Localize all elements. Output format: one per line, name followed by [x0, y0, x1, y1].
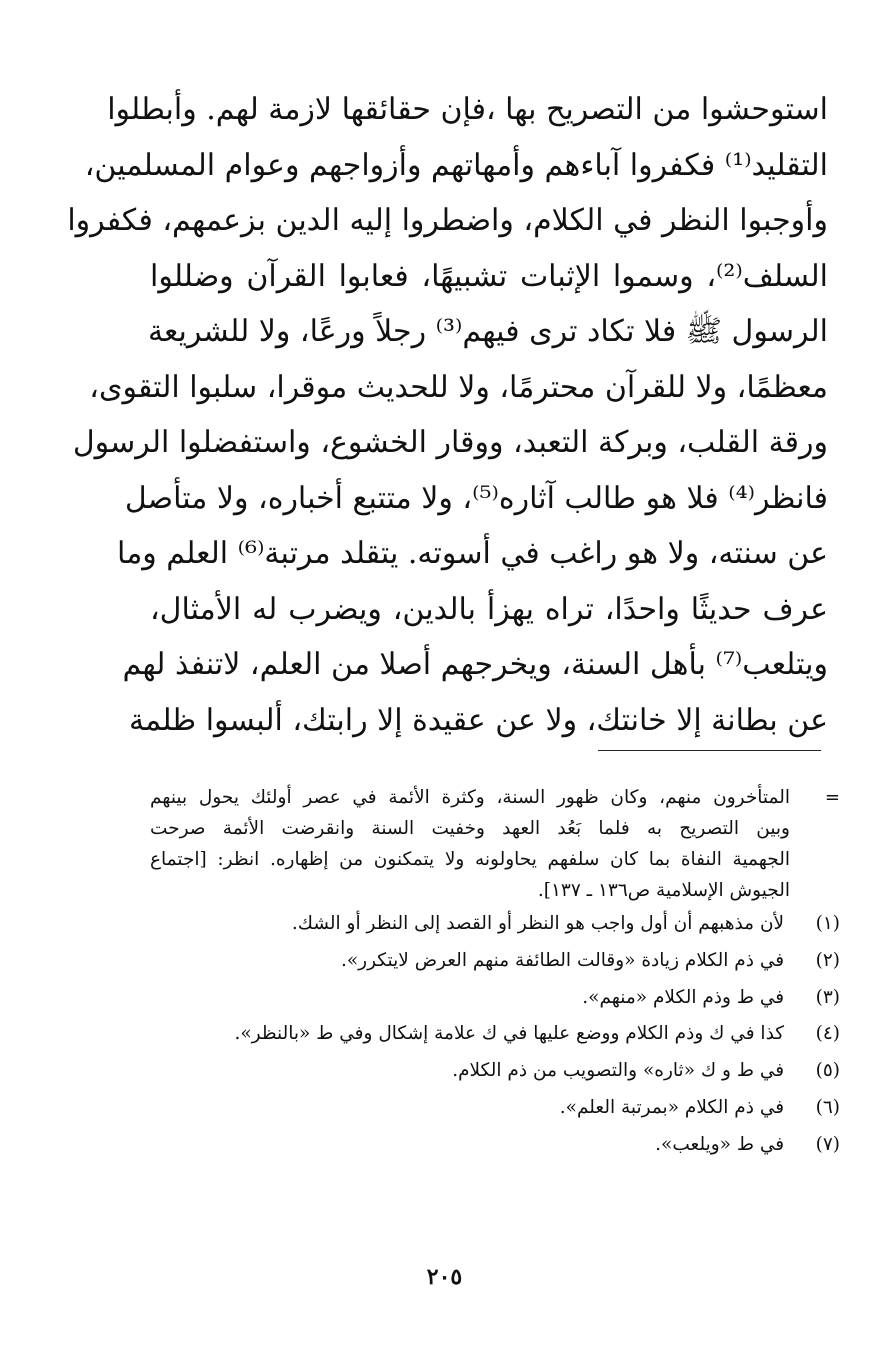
continuation-mark: = [824, 787, 840, 808]
continuation-line: الجيوش الإسلامية ص١٣٦ ـ ١٣٧]. [537, 880, 790, 901]
footnote-number: (٥) [815, 1060, 840, 1082]
footnote-text: في ط و ك «ثاره» والتصويب من ذم الكلام. [452, 1060, 785, 1082]
footnote-number: (٣) [815, 986, 840, 1008]
body-line: ويتلعب⁽⁷⁾ بأهل السنة، ويخرجهم أصلا من العلم، لاتنفذ لهم [122, 647, 828, 682]
footnote-item [150, 1016, 840, 1053]
footnote-text: في ط وذم الكلام «منهم». [582, 986, 785, 1008]
footnote-number: (٦) [815, 1096, 840, 1118]
footnote-item [150, 1090, 840, 1127]
footnote-separator [598, 750, 821, 751]
footnote-item [150, 1127, 840, 1164]
footnote-text: كذا في ك وذم الكلام ووضع عليها في ك علامة إشكال وفي ط «بالنظر». [234, 1023, 785, 1045]
body-line: ورقة القلب، وبركة التعبد، ووقار الخشوع، واستفضلوا الرسول [72, 425, 828, 460]
continuation-line: الجهمية النفاة بما كان سلفهم يحاولونه ولا يتمكنون من إظهاره. انظر: [اجتماع [150, 849, 790, 870]
footnote-number: (٢) [815, 949, 840, 971]
body-line: عرف حديثًا واحدًا، تراه يهزأ بالدين، ويضرب له الأمثال، [150, 591, 828, 627]
footnote-text: لأن مذهبهم أن أول واجب هو النظر أو القصد إلى النظر أو الشك. [291, 913, 785, 934]
body-line: عن بطانة إلا خانتك، ولا عن عقيدة إلا رابتك، ألبسوا ظلمة [128, 702, 828, 738]
footnote-text: في ذم الكلام زيادة «وقالت الطائفة منهم العرض لايتكرر». [340, 949, 785, 971]
footnote-continuation [150, 782, 840, 906]
footnote-text: في ط «ويلعب». [655, 1133, 785, 1155]
body-line: استوحشوا من التصريح بها ،فإن حقائقها لازمة لهم. وأبطلوا [107, 92, 828, 127]
footnote-number: (٤) [815, 1023, 840, 1045]
body-line: فانظر⁽⁴⁾ فلا هو طالب آثاره⁽⁵⁾، ولا متتبع أخباره، ولا متأصل [124, 480, 828, 516]
body-line: السلف⁽²⁾، وسموا الإثبات تشبيهًا، فعابوا القرآن وضللوا [150, 258, 828, 294]
footnote-item [150, 943, 840, 980]
continuation-line: المتأخرون منهم، وكان ظهور السنة، وكثرة الأئمة في عصر أولئك يحول بينهم [150, 787, 790, 808]
body-line: التقليد⁽¹⁾ فكفروا آباءهم وأمهاتهم وأزواجهم وعوام المسلمين، [84, 147, 828, 183]
footnote-text: في ذم الكلام «بمرتبة العلم». [559, 1096, 785, 1118]
continuation-line: وبين التصريح به فلما بَعُد العهد وخفيت السنة وانقرضت الأئمة صرحت [150, 818, 790, 839]
main-text [67, 82, 828, 748]
footnote-item [150, 906, 840, 943]
body-line: عن سنته، ولا هو راغب في أسوته. يتقلد مرتبة⁽⁶⁾ العلم وما [117, 536, 828, 571]
body-line: معظمًا، ولا للقرآن محترمًا، ولا للحديث موقرا، سلبوا التقوى، [89, 369, 828, 405]
footnote-item [150, 980, 840, 1017]
footnote-number: (٧) [815, 1133, 840, 1155]
page-number: ٢٠٥ [426, 1264, 463, 1290]
footnote-number: (١) [815, 913, 840, 934]
body-line: وأوجبوا النظر في الكلام، واضطروا إليه الدين بزعمهم، فكفروا [67, 203, 828, 238]
footnote-item [150, 1053, 840, 1090]
footnotes [150, 782, 840, 1164]
body-line: الرسول ﷺ فلا تكاد ترى فيهم⁽³⁾ رجلاً ورعًا، ولا للشريعة [147, 314, 828, 349]
